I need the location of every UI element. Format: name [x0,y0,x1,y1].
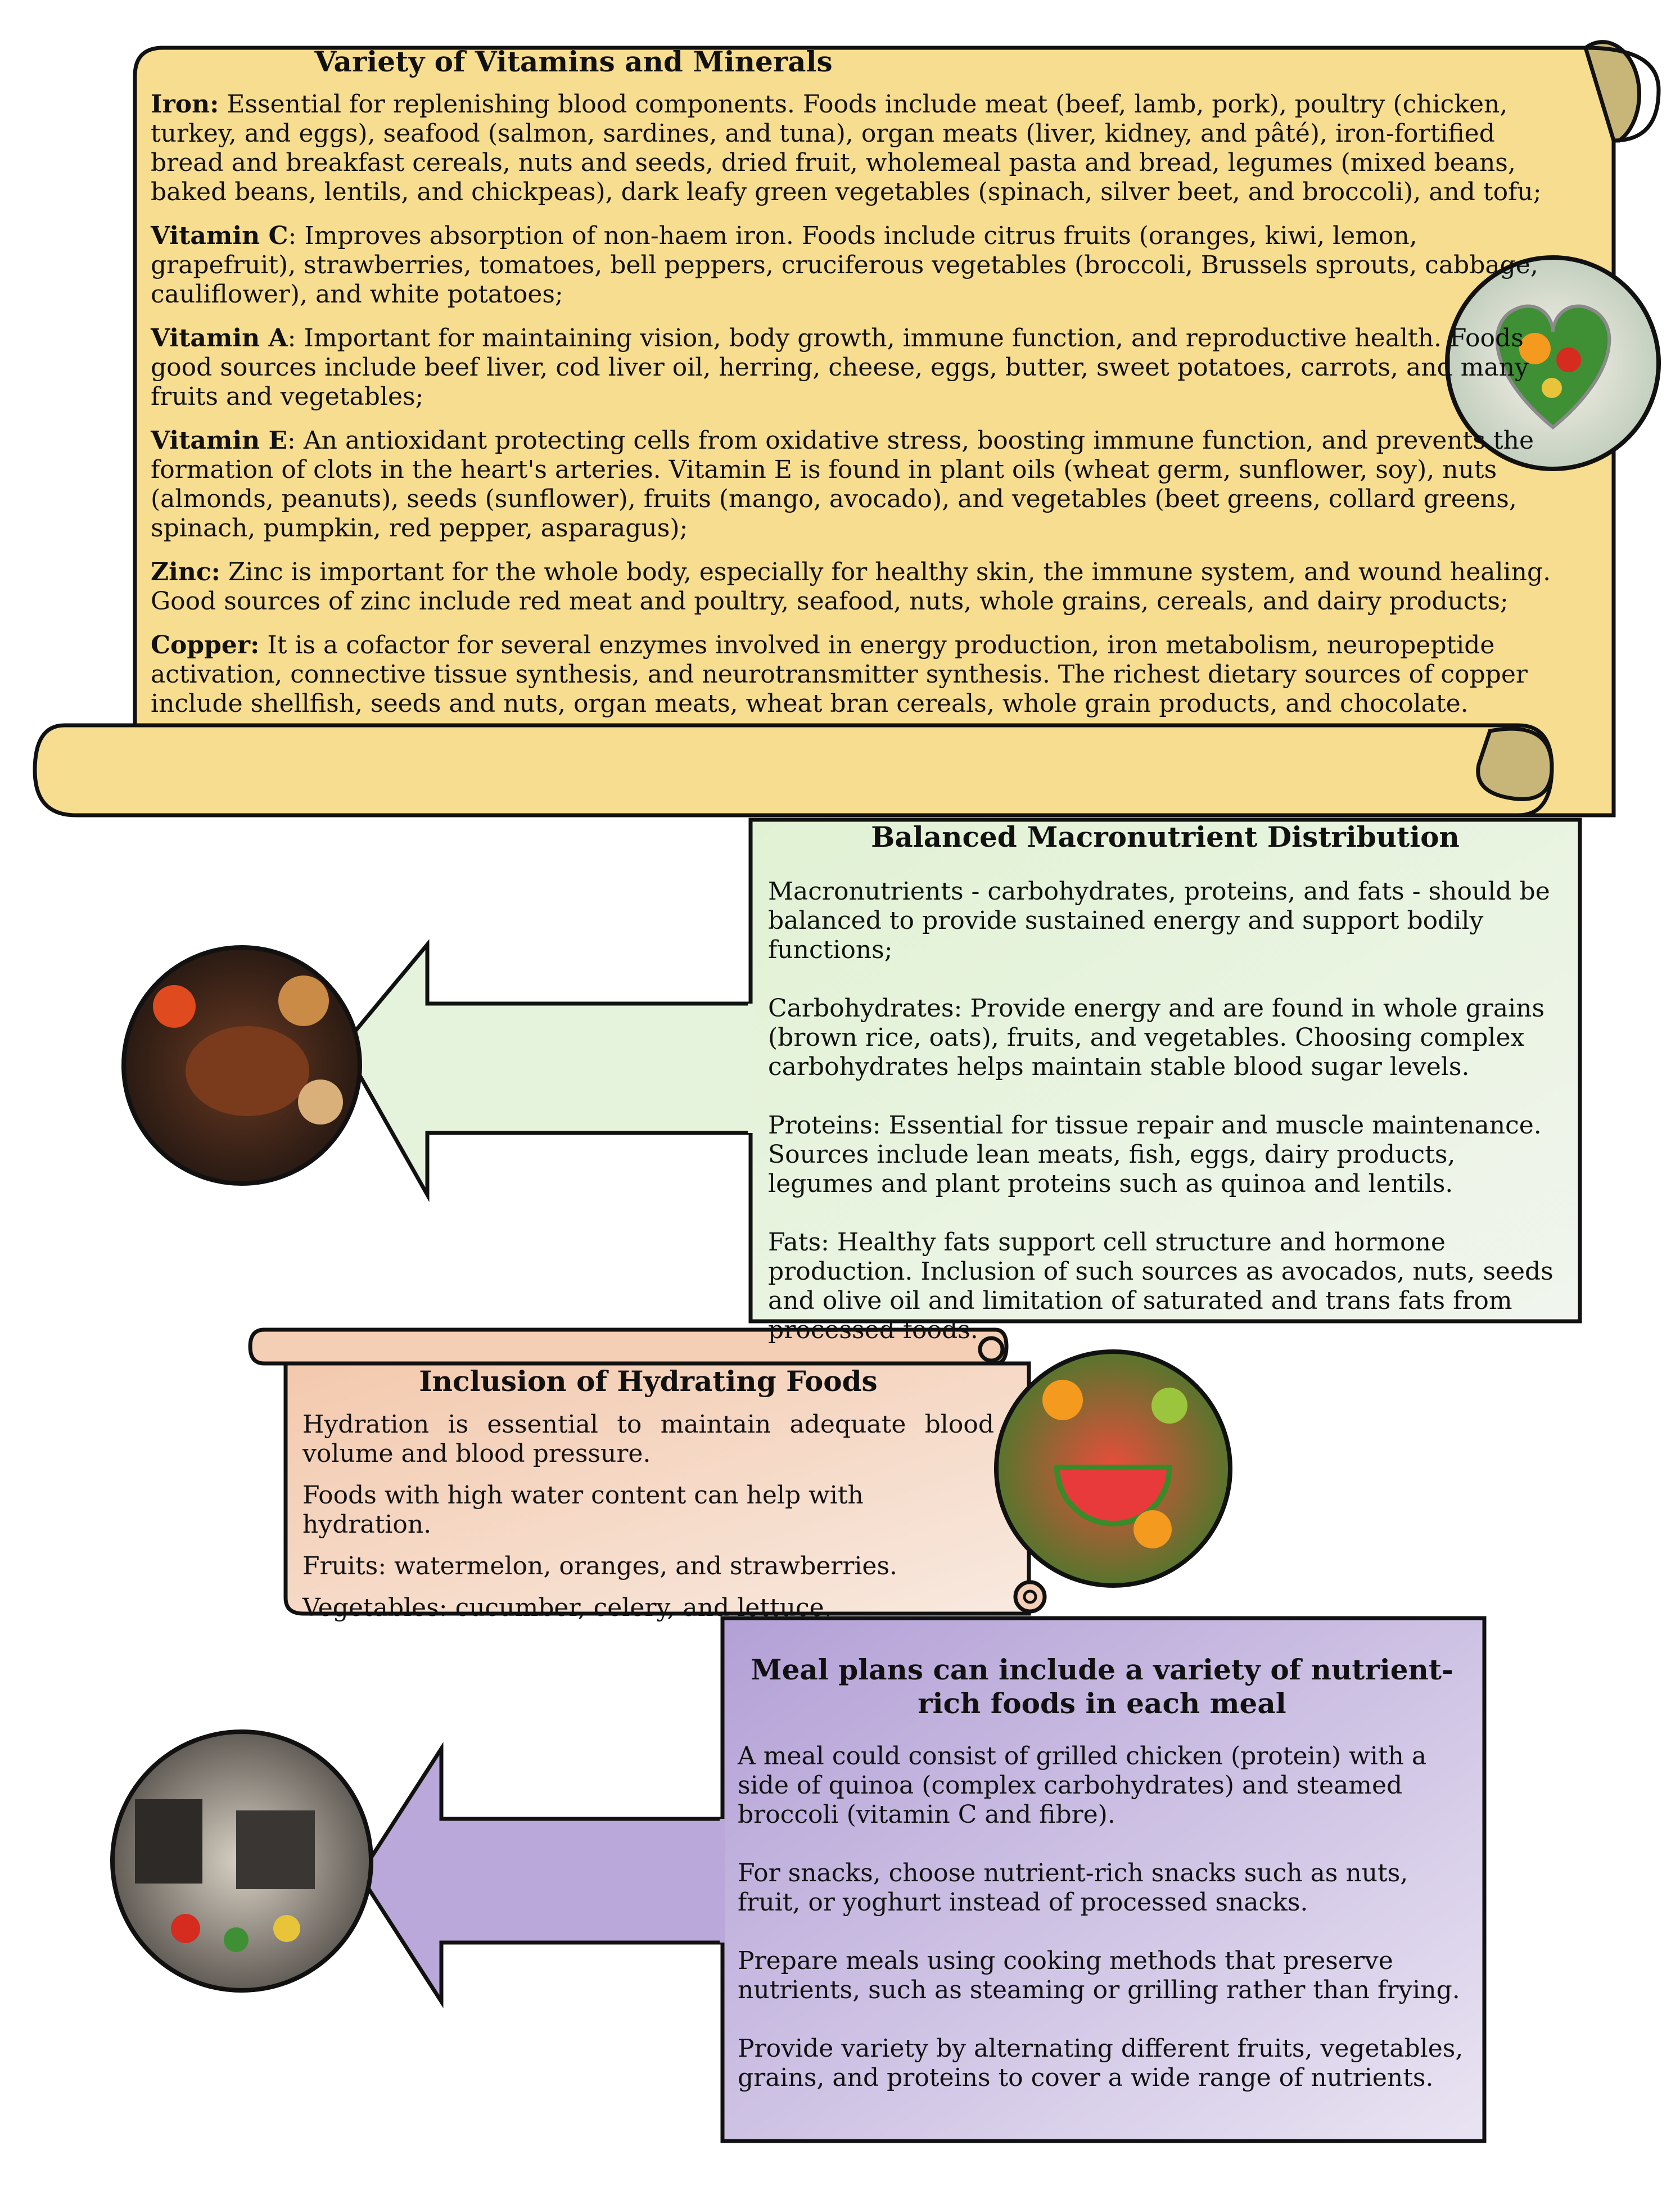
mineral-item-zinc: Zinc: Zinc is important for the whole body, especially for healthy skin, the immune system, and wound healing. Good sources of zinc include red meat and poultry, seafood, nuts, whole grains, cereals, and dairy products; [151,558,1551,616]
meal-plans-title: Meal plans can include a variety of nutrient-rich foods in each meal [751,1653,1453,1720]
macronutrients-paragraph: Carbohydrates: Provide energy and are found in whole grains (brown rice, oats), fruits, and vegetables. Choosing complex carbohydrates helps maintain stable blood sugar levels. [768,994,1545,1081]
meal-plans-paragraph: For snacks, choose nutrient-rich snacks such as nuts, fruit, or yoghurt instead of processed snacks. [738,1859,1408,1917]
steak-vegetables-image [124,947,360,1184]
macronutrients-paragraph: Macronutrients - carbohydrates, proteins, and fats - should be balanced to provide sustained energy and support bodily functions; [768,877,1550,964]
vitamins-minerals-title: Variety of Vitamins and Minerals [314,45,833,78]
macronutrients-body [768,877,1566,1374]
hydrating-foods-title: Inclusion of Hydrating Foods [419,1365,878,1398]
vitamin-item-c: Vitamin C: Improves absorption of non-haem iron. Foods include citrus fruits (oranges, kiwi, lemon, grapefruit), strawberries, tomatoes, bell peppers, cruciferous vegetables (broccoli, Brussels sprouts, cabbage, cauliflower), and white potatoes; [151,222,1538,309]
meal-plans-paragraph: Provide variety by alternating different fruits, vegetables, grains, and proteins to cover a wide range of nutrients. [738,2034,1464,2092]
hydrating-paragraph: Fruits: watermelon, oranges, and strawberries. [302,1552,898,1580]
kitchen-image [112,1732,371,1990]
vitamin-item-e: Vitamin E: An antioxidant protecting cells from oxidative stress, boosting immune function, and prevents the formation of clots in the heart's arteries. Vitamin E is found in plant oils (wheat germ, sunflower, soy), nuts (almonds, peanuts), seeds (sunflower), fruits (mango, avocado), and vegetables (beet greens, collard greens, spinach, pumpkin, red pepper, asparagus); [151,426,1534,543]
hydrating-paragraph: Foods with high water content can help with hydration. [302,1481,864,1539]
hydrating-paragraph: Vegetables: cucumber, celery, and lettuce. [302,1593,832,1622]
vitamins-minerals-list [151,90,1556,733]
hydrating-paragraph: Hydration is essential to maintain adequate blood volume and blood pressure. [302,1410,994,1468]
meal-plans-body [738,1742,1469,2122]
macronutrients-paragraph: Fats: Healthy fats support cell structure and hormone production. Inclusion of such sources as avocados, nuts, seeds and olive oil and limitation of saturated and trans fats from processed foods. [768,1228,1553,1344]
mineral-item-copper: Copper: It is a cofactor for several enzymes involved in energy production, iron metabolism, neuropeptide activation, connective tissue synthesis, and neurotransmitter synthesis. The richest dietary sources of copper include shellfish, seeds and nuts, organ meats, wheat bran cereals, whole grain products, and chocolate. [151,631,1528,718]
hydrating-foods-body [302,1410,994,1635]
meal-plans-paragraph: A meal could consist of grilled chicken (protein) with a side of quinoa (complex carbohydrates) and steamed broccoli (vitamin C and fibre). [738,1742,1427,1829]
meal-plans-paragraph: Prepare meals using cooking methods that preserve nutrients, such as steaming or grilling rather than frying. [738,1946,1460,2004]
vitamin-item-iron: Iron: Essential for replenishing blood components. Foods include meat (beef, lamb, pork), poultry (chicken, turkey, and eggs), seafood (salmon, sardines, and tuna), organ meats (liver, kidney, and pâté), iron-fortified bread and breakfast cereals, nuts and seeds, dried fruit, wholemeal pasta and bread, legumes (mixed beans, baked beans, lentils, and chickpeas), dark leafy green vegetables (spinach, silver beet, and broccoli), and tofu; [151,90,1542,206]
vitamin-item-a: Vitamin A: Important for maintaining vision, body growth, immune function, and reproductive health. Foods good sources include beef liver, cod liver oil, herring, cheese, eggs, butter, sweet potatoes, carrots, and many fruits and vegetables; [151,324,1529,411]
fruit-platter-image [996,1352,1230,1586]
macronutrients-paragraph: Proteins: Essential for tissue repair and muscle maintenance. Sources include lean meats, fish, eggs, dairy products, legumes and plant proteins such as quinoa and lentils. [768,1111,1542,1198]
macronutrients-title: Balanced Macronutrient Distribution [871,820,1460,853]
